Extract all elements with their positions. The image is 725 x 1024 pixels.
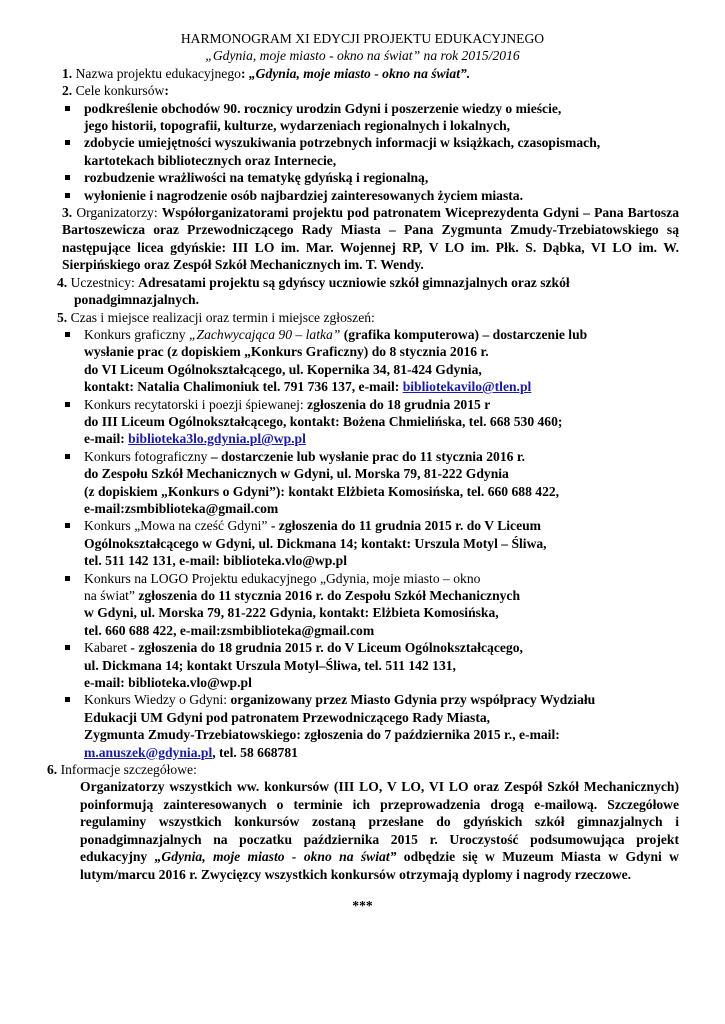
section-4 [57,274,679,309]
section-6-heading [47,761,725,778]
contests-list [62,326,685,761]
section-number: 4. [57,274,68,290]
section-3 [62,204,679,274]
document-title: HARMONOGRAM XI EDYCJI PROJEKTU EDUKACYJNEGO [180,31,545,46]
email-link[interactable]: m.anuszek@gdynia.pl [84,744,213,760]
section-colon: : [164,83,169,99]
details-paragraph: Organizatorzy wszystkich ww. konkursów (III LO, V LO, VI LO oraz Zespół Szkół Mechanicznych) poinformują zainteresowanych o terminie ich przeprowadzenia drogą e-mailową. Szczegółowe regulaminy wszystkich konkursów zostaną przesłane do gdyńskich szkół gimnazjalnych i ponadgimnazjalnych na poczatku października 2015 r. Uroczystość podsumowująca projekt edukacyjny „Gdynia, moje miasto - okno na świat” odbędzie się w Muzeum Miasta w Gdyni w lutym/marcu 2016 r. Zwycięzcy wszystkich konkursów otrzymają dyplomy i nagrody rzeczowe. [80,779,679,882]
section-number: 6. [47,762,58,778]
section-label: Cele konkursów [75,83,165,99]
participants-text: Adresatami projektu są gdyńscy uczniowie szkół gimnazjalnych oraz szkół [138,274,570,290]
email-link[interactable]: biblioteka3lo.gdynia.pl@wp.pl [128,431,306,447]
contest-recitation: Konkurs recytatorski i poezji śpiewanej: zgłoszenia do 18 grudnia 2015 r do III Liceum Ogólnokształcącego, kontakt: Bożena Chmielińska, tel. 668 530 460; e-mail: biblioteka3lo.gdynia.pl@wp.pl [62,396,685,448]
contest-knowledge: Konkurs Wiedzy o Gdyni: organizowany przez Miasto Gdynia przy współpracy Wydziału Edukacji UM Gdyni pod patronatem Przewodniczącego Rady Miasta, Zygmunta Zmudy-Trzebiatowskiego: zgłoszenia do 7 października 2015 r., e-mail: m.anuszek@gdynia.pl, tel. 58 668781 [62,691,685,761]
goals-list [62,100,685,204]
section-1 [62,65,725,82]
contest-cabaret: Kabaret - zgłoszenia do 18 grudnia 2015 r. do V Liceum Ogólnokształcącego, ul. Dickmana 14; kontakt Urszula Motyl–Śliwa, tel. 511 142 131, e-mail: biblioteka.vlo@wp.pl [62,639,685,691]
project-name: „Gdynia, moje miasto - okno na świat”. [245,65,471,81]
contest-speech: Konkurs „Mowa na cześć Gdyni” - zgłoszenia do 11 grudnia 2015 r. do V Liceum Ogólnokształcącego w Gdyni, ul. Dickmana 14; kontakt: Urszula Motyl – Śliwa, tel. 511 142 131, e-mail: biblioteka.vlo@wp.pl [62,517,685,569]
email-link[interactable]: bibliotekavilo@tlen.pl [402,379,532,395]
participants-text-cont: ponadgimnazjalnych. [74,292,200,308]
section-colon: : [240,65,246,81]
contest-graphic: Konkurs graficzny „Zachwycająca 90 – latka” (grafika komputerowa) – dostarczenie lub wysłanie prac (z dopiskiem „Konkurs Graficzny) do 8 stycznia 2016 r. do VI Liceum Ogólnokształcącego, ul. Kopernika 34, 81-424 Gdynia, kontakt: Natalia Chalimoniuk tel. 791 736 137, e-mail: bibliotekavilo@tlen.pl [62,326,685,396]
section-number: 2. [62,83,73,99]
organizers-text: Współorganizatorami projektu pod patronatem Wiceprezydenta Gdyni – Pana Bartosza Bartoszewicza oraz Przewodniczącego Rady Miasta – Pana Zygmunta Zmudy-Trzebiatowskiego są następujące licea gdyńskie: III LO im. Mar. Wojennej RP, V LO im. Płk. S. Dąbka, VI LO im. W. Sierpińskiego oraz Zespół Szkół Mechanicznych im. T. Wendy. [62,205,679,273]
section-label: Nazwa projektu edukacyjnego [75,65,241,81]
section-label: Uczestnicy: [67,274,139,290]
list-item: podkreślenie obchodów 90. rocznicy urodzin Gdyni i poszerzenie wiedzy o mieście, jego historii, topografii, kulturze, wydarzeniach regionalnych i lokalnych, [62,100,685,135]
section-label: Organizatorzy: [72,205,162,221]
list-item: wyłonienie i nagrodzenie osób najbardziej zainteresowanych życiem miasta. [62,187,685,204]
section-2-heading [62,82,725,99]
section-number: 5. [57,309,68,325]
list-item: rozbudzenie wrażliwości na tematykę gdyńską i regionalną, [62,169,685,186]
end-marker: *** [352,897,373,913]
section-label: Czas i miejsce realizacji oraz termin i miejsce zgłoszeń: [67,309,375,325]
contest-logo: Konkurs na LOGO Projektu edukacyjnego „Gdynia, moje miasto – okno na świat” zgłoszenia do 11 stycznia 2016 r. do Zespołu Szkół Mechanicznych w Gdyni, ul. Morska 79, 81-222 Gdynia, kontakt: Elżbieta Komosińska, tel. 660 688 422, e-mail:zsmbiblioteka@gmail.com [62,570,685,640]
section-number: 3. [62,205,73,221]
section-label: Informacje szczegółowe: [57,762,197,778]
section-5-heading [57,309,679,326]
document-page [0,30,725,914]
section-number: 1. [62,65,73,81]
contest-photo: Konkurs fotograficzny – dostarczenie lub wysłanie prac do 11 stycznia 2016 r. do Zespołu Szkół Mechanicznych w Gdyni, ul. Morska 79, 81-222 Gdynia (z dopiskiem „Konkurs o Gdyni”): kontakt Elżbieta Komosińska, tel. 660 688 422, e-mail:zsmbiblioteka@gmail.com [62,448,685,518]
list-item: zdobycie umiejętności wyszukiwania potrzebnych informacji w książkach, czasopismach, kartotekach bibliotecznych oraz Internecie, [62,134,685,169]
document-subtitle: „Gdynia, moje miasto - okno na świat” na rok 2015/2016 [205,48,520,64]
